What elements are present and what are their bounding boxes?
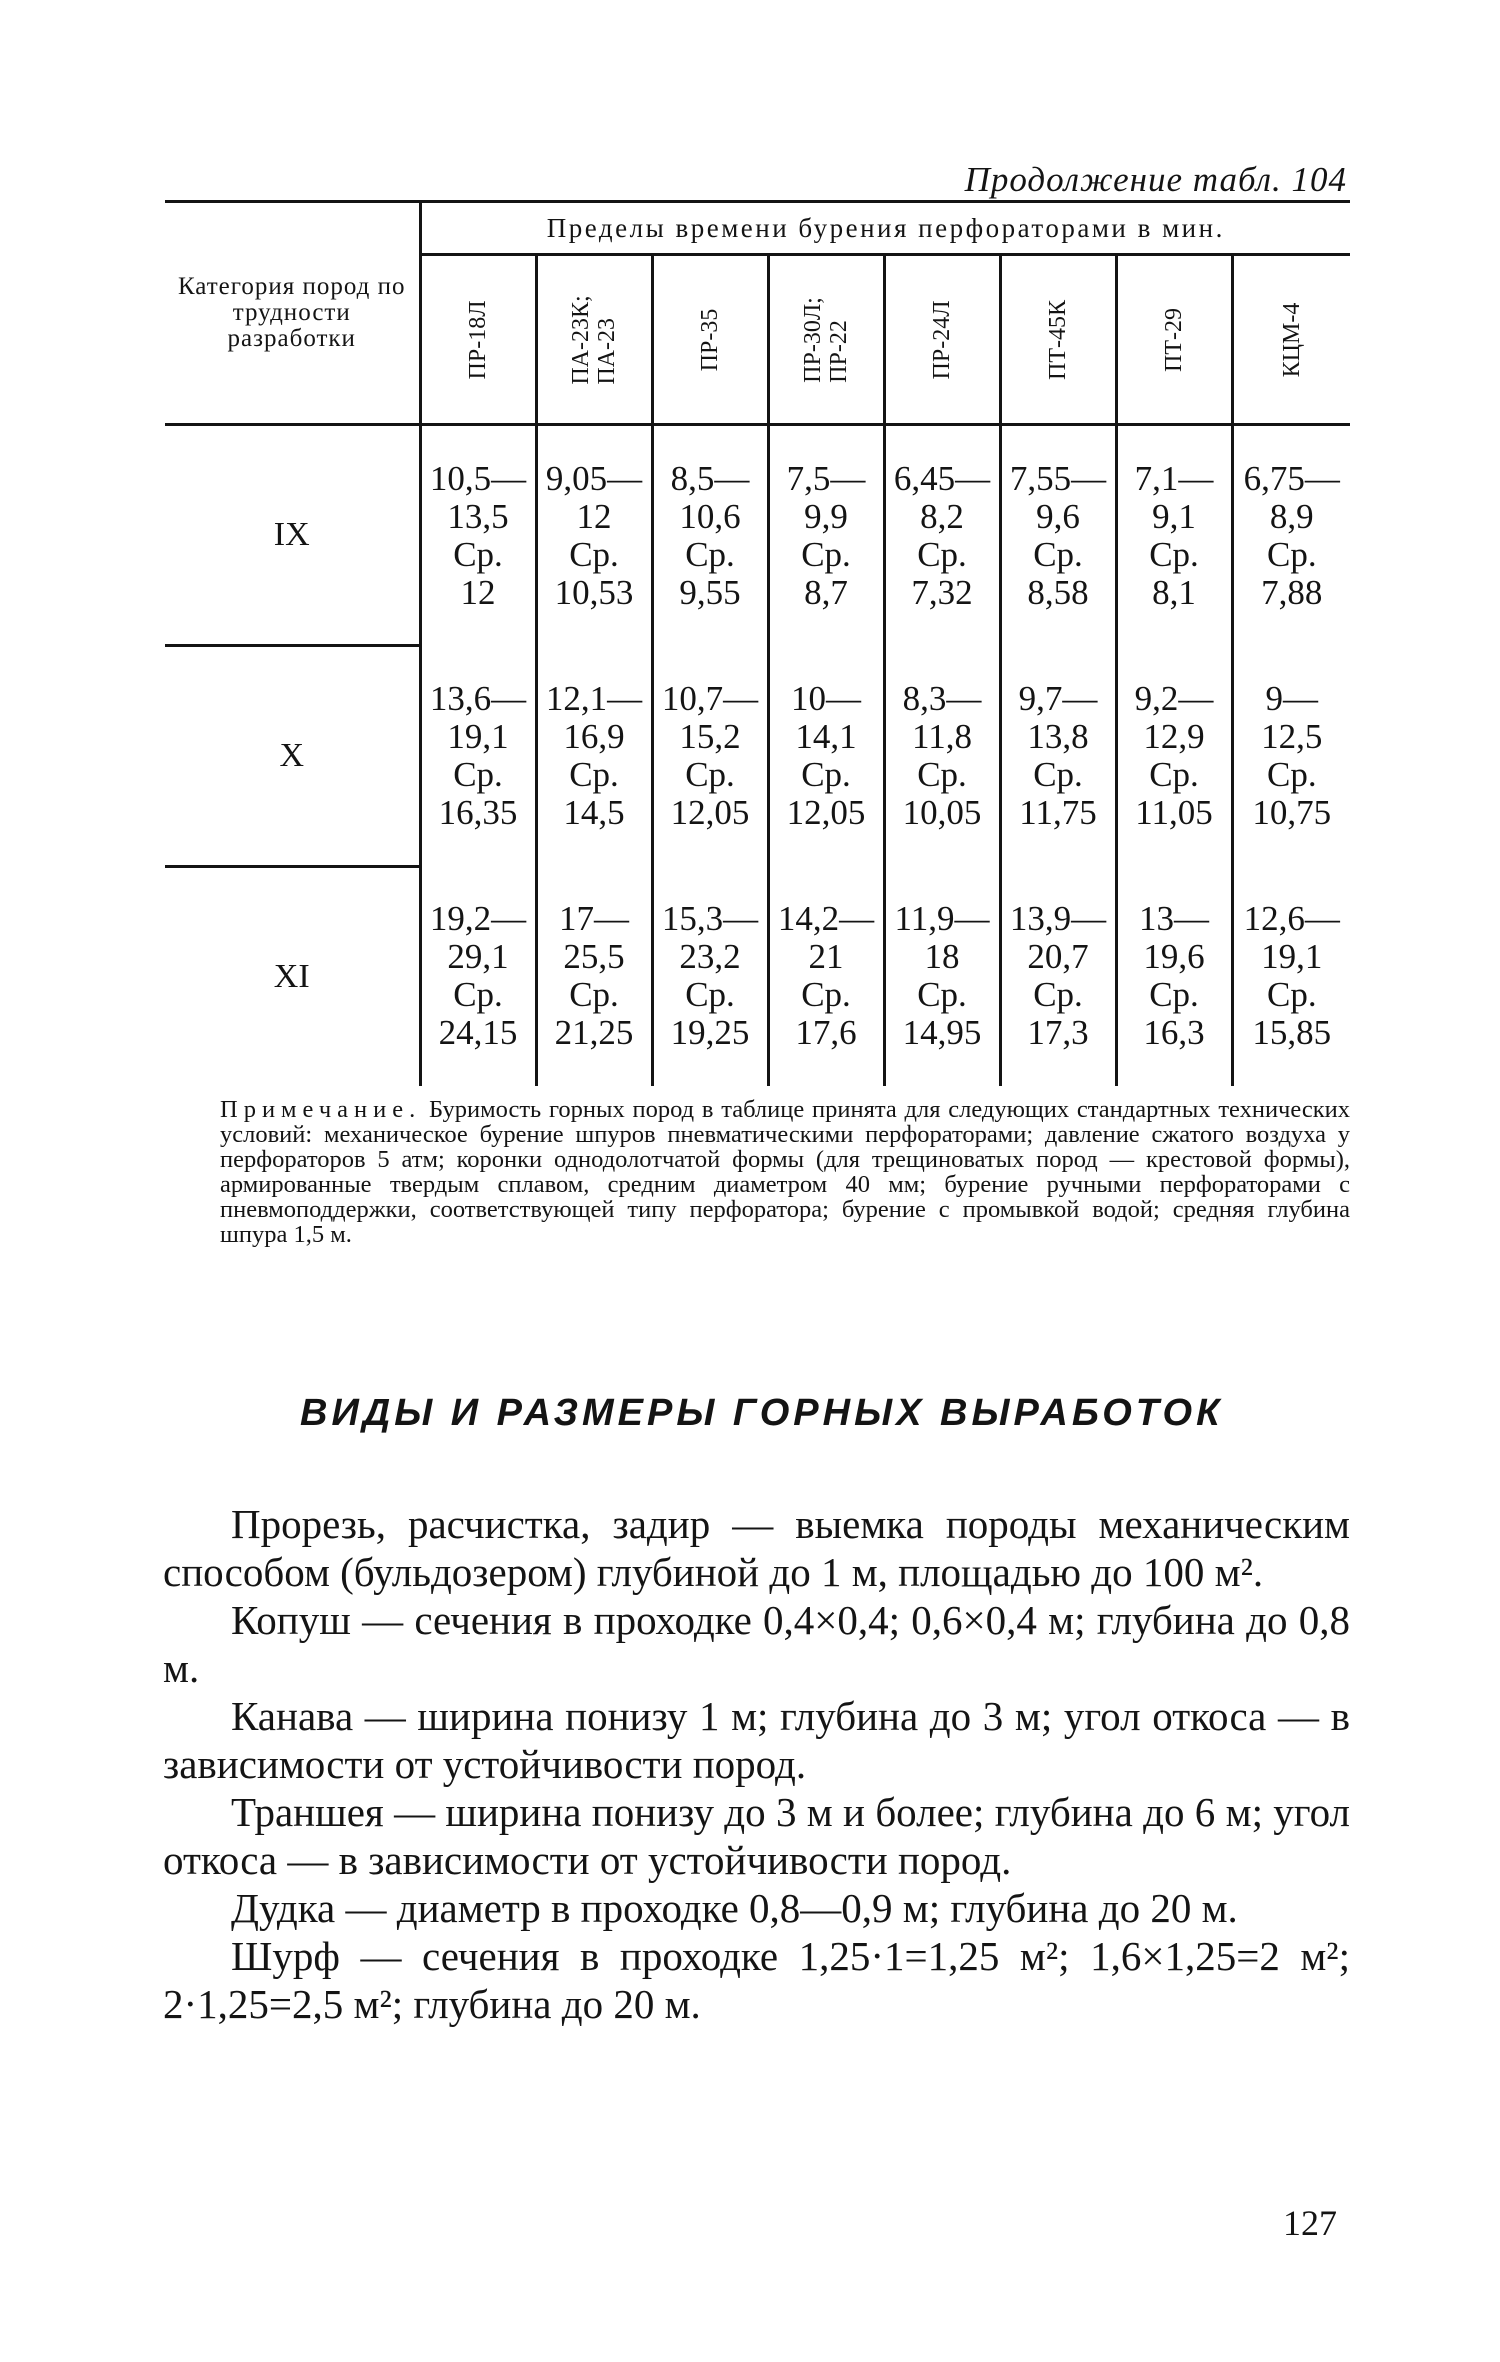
cell-range-to: 19,1 bbox=[1261, 937, 1323, 977]
cell-range-from: 17— bbox=[559, 899, 629, 939]
cell-avg-label: Ср. bbox=[917, 534, 967, 574]
instrument-name-line1: ПР-30Л; bbox=[800, 296, 826, 383]
instrument-name bbox=[1045, 300, 1071, 380]
cell-avg-label: Ср. bbox=[569, 975, 619, 1015]
cell-avg-label: Ср. bbox=[1033, 975, 1083, 1015]
cell-avg: 8,1 bbox=[1152, 572, 1196, 612]
cell-range-to: 15,2 bbox=[679, 717, 741, 756]
table-continuation-caption: Продолжение табл. 104 bbox=[964, 160, 1347, 199]
cell-avg-label: Ср. bbox=[569, 534, 619, 574]
instrument-name bbox=[800, 297, 852, 383]
body-paragraph: Копуш — сечения в проходке 0,4×0,4; 0,6×0,4 м; глубина до 0,8 м. bbox=[163, 1597, 1350, 1691]
cell-avg: 17,6 bbox=[795, 1013, 857, 1053]
cell-range-from: 9— bbox=[1265, 679, 1319, 718]
cell-avg: 24,15 bbox=[438, 1013, 518, 1053]
time-cell bbox=[1000, 646, 1116, 867]
time-cell bbox=[1000, 425, 1116, 646]
time-cell bbox=[1232, 646, 1350, 867]
cell-avg-label: Ср. bbox=[1266, 755, 1317, 794]
body-paragraph: Траншея — ширина понизу до 3 м и более; глубина до 6 м; угол откоса — в зависимости от устойчивости пород. bbox=[163, 1789, 1350, 1883]
body-paragraph: Шурф — сечения в проходке 1,25·1=1,25 м²; 1,6×1,25=2 м²; 2·1,25=2,5 м²; глубина до 20 м. bbox=[163, 1933, 1350, 2027]
time-cell bbox=[652, 867, 768, 1087]
cell-range-to: 16,9 bbox=[563, 717, 625, 756]
cell-avg-label: Ср. bbox=[1149, 755, 1199, 794]
cell-range-from: 10,7— bbox=[661, 679, 759, 718]
category-column-header: Категория пород по трудности разработки bbox=[165, 202, 420, 425]
cell-avg: 12 bbox=[460, 572, 496, 612]
drilling-time-header: Пределы времени бурения перфораторами в мин. bbox=[420, 202, 1350, 255]
cell-range-to: 8,2 bbox=[920, 496, 964, 536]
cell-range-from: 14,2— bbox=[777, 899, 875, 939]
cell-range-to: 23,2 bbox=[679, 937, 741, 977]
cell-range-from: 13,9— bbox=[1009, 899, 1107, 939]
cell-avg-label: Ср. bbox=[1266, 534, 1317, 574]
instrument-name-line1: ПТ-45К bbox=[1045, 299, 1071, 380]
cell-range-to: 21 bbox=[808, 937, 844, 977]
cell-range-to: 12 bbox=[576, 496, 612, 536]
cell-avg: 15,85 bbox=[1252, 1013, 1332, 1053]
page-number: 127 bbox=[1283, 2203, 1337, 2243]
time-cell bbox=[420, 867, 536, 1087]
body-paragraph: Дудка — диаметр в проходке 0,8—0,9 м; глубина до 20 м. bbox=[231, 1885, 1238, 1931]
cell-range-to: 10,6 bbox=[679, 496, 741, 536]
cell-range-to: 29,1 bbox=[447, 937, 509, 977]
instrument-name-line1: КЦМ-4 bbox=[1278, 302, 1305, 377]
cell-avg-label: Ср. bbox=[1149, 534, 1199, 574]
time-cell bbox=[652, 646, 768, 867]
cell-avg: 10,75 bbox=[1252, 793, 1332, 832]
cell-range-from: 13— bbox=[1139, 899, 1209, 939]
cell-range-from: 12,6— bbox=[1243, 899, 1340, 939]
category-label: IX bbox=[273, 516, 310, 553]
cell-avg: 12,05 bbox=[670, 793, 750, 832]
cell-range-from: 19,2— bbox=[429, 899, 527, 939]
cell-range-from: 8,5— bbox=[670, 458, 750, 498]
cell-avg-label: Ср. bbox=[685, 534, 735, 574]
time-cell bbox=[420, 646, 536, 867]
cell-avg: 8,7 bbox=[804, 572, 848, 612]
cell-range-from: 11,9— bbox=[894, 899, 990, 939]
time-cell bbox=[768, 646, 884, 867]
cell-avg: 17,3 bbox=[1027, 1013, 1089, 1053]
cell-avg: 10,05 bbox=[902, 793, 982, 832]
instrument-header bbox=[884, 255, 1000, 425]
cell-avg-label: Ср. bbox=[917, 755, 967, 794]
cell-range-from: 7,1— bbox=[1134, 458, 1214, 498]
instrument-name-line2: ПА-23 bbox=[594, 317, 620, 385]
category-label: X bbox=[165, 646, 420, 867]
cell-avg-label: Ср. bbox=[453, 975, 503, 1015]
body-paragraph: Прорезь, расчистка, задир — выемка породы механическим способом (бульдозером) глубиной до 1 м, площадью до 100 м². bbox=[163, 1501, 1350, 1595]
instrument-header bbox=[1232, 255, 1350, 425]
instrument-header bbox=[768, 255, 884, 425]
time-cell bbox=[652, 425, 768, 646]
cell-range-from: 7,5— bbox=[786, 458, 866, 498]
time-cell bbox=[1116, 646, 1232, 867]
cell-avg: 9,55 bbox=[679, 572, 741, 612]
time-cell bbox=[1232, 425, 1350, 646]
cell-avg: 7,88 bbox=[1261, 572, 1323, 612]
time-cell bbox=[536, 867, 652, 1087]
cell-range-to: 9,6 bbox=[1036, 496, 1080, 536]
instrument-header bbox=[536, 255, 652, 425]
time-cell bbox=[1232, 867, 1350, 1087]
cell-avg: 19,25 bbox=[670, 1013, 750, 1053]
time-cell bbox=[536, 425, 652, 646]
cell-range-to: 19,1 bbox=[447, 717, 509, 756]
instrument-name-line1: ПР-18Л bbox=[465, 300, 491, 379]
instrument-name-line1: ПР-24Л bbox=[929, 300, 955, 379]
category-label: XI bbox=[165, 867, 420, 1087]
instrument-header bbox=[1116, 255, 1232, 425]
instrument-name bbox=[929, 300, 955, 379]
cell-range-from: 6,75— bbox=[1243, 458, 1340, 498]
time-cell bbox=[884, 646, 1000, 867]
instrument-name-line1: ПР-35 bbox=[697, 308, 723, 371]
note-lead: Примечание. bbox=[220, 1096, 422, 1123]
cell-avg: 11,05 bbox=[1135, 793, 1213, 832]
cell-avg-label: Ср. bbox=[917, 975, 967, 1015]
cell-range-from: 10,5— bbox=[429, 458, 527, 498]
instrument-name-line2: ПР-22 bbox=[826, 319, 852, 383]
cell-avg-label: Ср. bbox=[453, 755, 503, 794]
cell-avg: 7,32 bbox=[911, 572, 973, 612]
cell-avg: 21,25 bbox=[554, 1013, 634, 1053]
cell-range-from: 10— bbox=[791, 679, 861, 718]
cell-avg-label: Ср. bbox=[801, 755, 851, 794]
cell-range-from: 9,2— bbox=[1134, 679, 1214, 718]
cell-avg: 14,5 bbox=[563, 793, 625, 832]
cell-avg: 10,53 bbox=[554, 572, 634, 612]
time-cell bbox=[1000, 867, 1116, 1087]
cell-range-from: 9,7— bbox=[1018, 679, 1098, 718]
cell-range-to: 20,7 bbox=[1027, 937, 1089, 977]
cell-avg-label: Ср. bbox=[1033, 755, 1083, 794]
cell-range-to: 11,8 bbox=[912, 717, 972, 756]
drilling-time-table bbox=[165, 200, 1350, 1086]
time-cell bbox=[884, 425, 1000, 646]
cell-range-to: 25,5 bbox=[563, 937, 625, 977]
instrument-name bbox=[1161, 308, 1187, 372]
cell-range-from: 15,3— bbox=[661, 899, 759, 939]
cell-avg: 11,75 bbox=[1019, 793, 1097, 832]
cell-avg: 16,35 bbox=[438, 793, 518, 832]
time-cell bbox=[768, 425, 884, 646]
time-cell bbox=[768, 867, 884, 1087]
time-cell bbox=[420, 425, 536, 646]
cell-range-from: 8,3— bbox=[902, 679, 982, 718]
instrument-name bbox=[1279, 302, 1305, 377]
cell-range-from: 6,45— bbox=[893, 458, 991, 498]
cell-avg-label: Ср. bbox=[569, 755, 619, 794]
instrument-name-line1: ПТ-29 bbox=[1161, 307, 1187, 372]
cell-avg-label: Ср. bbox=[453, 534, 503, 574]
cell-avg: 16,3 bbox=[1143, 1013, 1205, 1053]
time-cell bbox=[1116, 867, 1232, 1087]
instrument-header bbox=[652, 255, 768, 425]
cell-avg: 14,95 bbox=[902, 1013, 982, 1053]
cell-range-to: 13,5 bbox=[447, 496, 509, 536]
cell-avg: 12,05 bbox=[786, 793, 866, 832]
cell-range-from: 7,55— bbox=[1009, 458, 1107, 498]
body-paragraph: Канава — ширина понизу 1 м; глубина до 3 м; угол откоса — в зависимости от устойчивости пород. bbox=[163, 1693, 1350, 1787]
cell-range-to: 8,9 bbox=[1269, 496, 1314, 536]
cell-avg-label: Ср. bbox=[685, 975, 735, 1015]
time-cell bbox=[884, 867, 1000, 1087]
instrument-name bbox=[568, 295, 620, 384]
instrument-header bbox=[1000, 255, 1116, 425]
instrument-name-line1: ПА-23К; bbox=[568, 294, 594, 385]
cell-avg-label: Ср. bbox=[1149, 975, 1199, 1015]
cell-avg: 8,58 bbox=[1027, 572, 1089, 612]
instrument-header bbox=[420, 255, 536, 425]
cell-range-to: 14,1 bbox=[795, 717, 857, 756]
instrument-name bbox=[697, 308, 723, 371]
instrument-name bbox=[465, 300, 491, 379]
cell-range-to: 12,5 bbox=[1261, 717, 1323, 756]
cell-range-to: 13,8 bbox=[1027, 717, 1089, 756]
cell-avg-label: Ср. bbox=[1266, 975, 1317, 1015]
cell-avg-label: Ср. bbox=[685, 755, 735, 794]
section-heading: ВИДЫ И РАЗМЕРЫ ГОРНЫХ ВЫРАБОТОК bbox=[300, 1392, 1224, 1434]
cell-range-to: 9,9 bbox=[804, 496, 848, 536]
cell-range-from: 13,6— bbox=[429, 679, 527, 718]
cell-range-from: 9,05— bbox=[545, 458, 643, 498]
cell-range-to: 12,9 bbox=[1143, 717, 1205, 756]
table-row bbox=[165, 425, 1350, 646]
body-text bbox=[163, 1500, 1350, 2028]
cell-range-to: 18 bbox=[924, 937, 960, 977]
table-note bbox=[220, 1097, 1350, 1247]
table-row bbox=[165, 867, 1350, 1087]
table-row bbox=[165, 646, 1350, 867]
time-cell bbox=[536, 646, 652, 867]
cell-avg-label: Ср. bbox=[1033, 534, 1083, 574]
cell-range-to: 9,1 bbox=[1152, 496, 1196, 536]
cell-avg-label: Ср. bbox=[801, 975, 851, 1015]
note-text: Буримость горных пород в таблице принята для следующих стандартных технических условий: механическое бурение шпуров пневматическими перфораторами; давление сжатого воздуха у перфораторов 5 атм; коронки однодолотчатой формы (для трещиноватых пород — крестовой формы), армированные твердым сплавом, средним диаметром 40 мм; бурение ручными перфораторами с пневмоподдержки, соответствующей типу перфоратора; бурение с промывкой водой; средняя глубина шпура 1,5 м. bbox=[220, 1096, 1350, 1248]
cell-avg-label: Ср. bbox=[801, 534, 851, 574]
cell-range-to: 19,6 bbox=[1143, 937, 1205, 977]
cell-range-from: 12,1— bbox=[545, 679, 643, 718]
time-cell bbox=[1116, 425, 1232, 646]
